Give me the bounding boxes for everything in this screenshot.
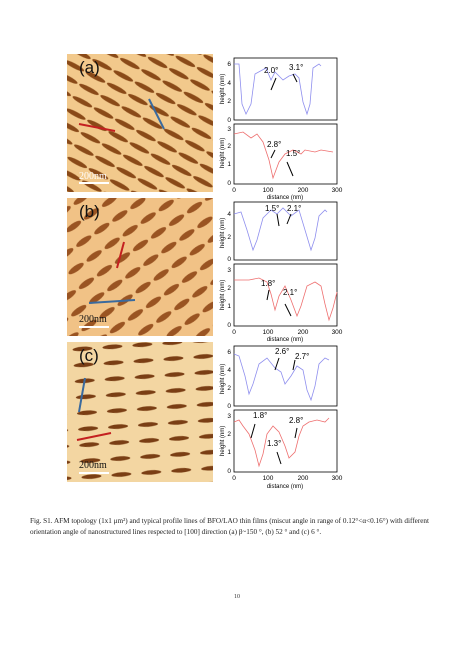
page-number: 10 bbox=[234, 594, 240, 600]
angle-annotation: 2.8° bbox=[289, 416, 304, 425]
ytick: 3 bbox=[227, 267, 231, 274]
scale-bar bbox=[79, 472, 109, 474]
profile-plots bbox=[221, 54, 351, 494]
scale-bar bbox=[79, 182, 109, 184]
scale-label: 200nm bbox=[79, 460, 107, 471]
ylabel: height (nm) bbox=[220, 217, 226, 248]
xtick: 0 bbox=[232, 187, 236, 194]
xlabel: distance (nm) bbox=[266, 337, 304, 343]
ytick: 1 bbox=[227, 449, 231, 456]
xtick: 0 bbox=[232, 329, 236, 336]
angle-annotation: 2.7° bbox=[295, 352, 310, 361]
ytick: 2 bbox=[227, 385, 231, 392]
ytick: 2 bbox=[227, 234, 231, 241]
ytick: 6 bbox=[227, 61, 231, 68]
angle-annotation: 2.1° bbox=[287, 204, 302, 213]
panel-a-top-plot bbox=[220, 58, 337, 124]
afm-image-b bbox=[67, 198, 213, 336]
panel-b-top-plot bbox=[220, 202, 337, 263]
ytick: 3 bbox=[227, 413, 231, 420]
angle-annotation: 1.5° bbox=[286, 149, 301, 158]
ytick: 3 bbox=[227, 126, 231, 133]
panel-label: (a) bbox=[79, 58, 100, 77]
ytick: 1 bbox=[227, 161, 231, 168]
panel-label: (c) bbox=[79, 346, 99, 365]
angle-annotation: 1.5° bbox=[265, 204, 280, 213]
xtick: 100 bbox=[262, 475, 274, 482]
ytick: 0 bbox=[227, 180, 231, 187]
angle-annotation: 2.0° bbox=[264, 66, 279, 75]
ytick: 4 bbox=[227, 80, 231, 87]
xtick: 200 bbox=[297, 475, 309, 482]
scale-bar bbox=[79, 326, 109, 328]
xtick: 300 bbox=[331, 475, 343, 482]
ytick: 0 bbox=[227, 256, 231, 263]
xtick: 200 bbox=[297, 187, 309, 194]
angle-annotation: 1.3° bbox=[267, 439, 282, 448]
ylabel: height (nm) bbox=[220, 425, 226, 456]
afm-image-a bbox=[67, 54, 213, 192]
angle-annotation: 2.6° bbox=[275, 347, 290, 356]
ytick: 0 bbox=[227, 117, 231, 124]
ytick: 2 bbox=[227, 143, 231, 150]
ytick: 4 bbox=[227, 211, 231, 218]
xlabel: distance (nm) bbox=[266, 484, 304, 490]
panel-a-bottom-plot bbox=[220, 124, 343, 201]
xtick: 0 bbox=[232, 475, 236, 482]
afm-image-c bbox=[67, 342, 213, 482]
xtick: 100 bbox=[262, 187, 274, 194]
xlabel: distance (nm) bbox=[266, 195, 304, 201]
angle-annotation: 1.8° bbox=[261, 279, 276, 288]
ytick: 2 bbox=[227, 431, 231, 438]
ytick: 0 bbox=[227, 468, 231, 475]
ytick: 2 bbox=[227, 285, 231, 292]
ylabel: height (nm) bbox=[220, 73, 226, 104]
scale-label: 200nm bbox=[79, 314, 107, 325]
scale-label: 200nm bbox=[79, 171, 107, 182]
ytick: 0 bbox=[227, 322, 231, 329]
ytick: 6 bbox=[227, 349, 231, 356]
panel-label: (b) bbox=[79, 202, 100, 221]
ytick: 4 bbox=[227, 367, 231, 374]
ytick: 1 bbox=[227, 303, 231, 310]
figure-caption: Fig. S1. AFM topology (1x1 μm²) and typical profile lines of BFO/LAO thin films (miscut angle in range of 0.12°<α<0.16°) with different orientation angle of nanostructured lines respected to [100] direction (a) β~150 °, (b) 52 ° and (c) 6 °. bbox=[30, 517, 430, 536]
xtick: 300 bbox=[331, 187, 343, 194]
ylabel: height (nm) bbox=[220, 137, 226, 168]
ylabel: height (nm) bbox=[220, 279, 226, 310]
angle-annotation: 2.8° bbox=[267, 140, 282, 149]
ytick: 0 bbox=[227, 403, 231, 410]
angle-annotation: 1.8° bbox=[253, 411, 268, 420]
angle-annotation: 2.1° bbox=[283, 288, 298, 297]
ylabel: height (nm) bbox=[220, 363, 226, 394]
panel-c-bottom-plot bbox=[220, 410, 343, 490]
angle-annotation: 3.1° bbox=[289, 63, 304, 72]
panel-c-top-plot bbox=[220, 346, 337, 410]
xtick: 100 bbox=[262, 329, 274, 336]
xtick: 200 bbox=[297, 329, 309, 336]
ytick: 2 bbox=[227, 98, 231, 105]
xtick: 300 bbox=[331, 329, 343, 336]
panel-b-bottom-plot bbox=[220, 264, 343, 343]
